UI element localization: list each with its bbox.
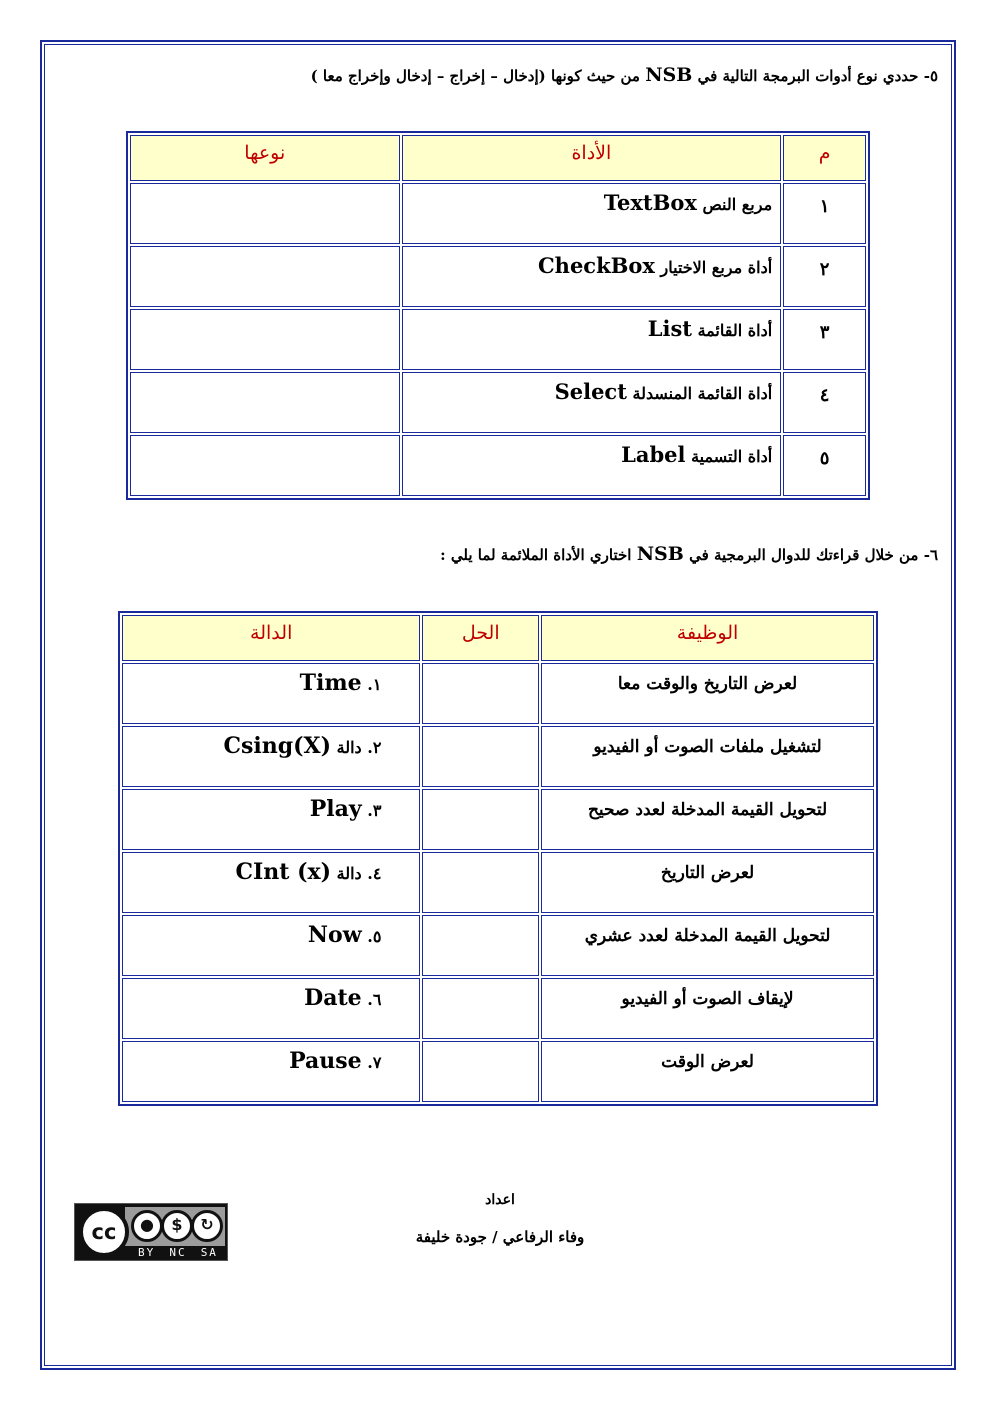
- functions-table-row: [122, 726, 874, 787]
- row-number: ٤: [783, 372, 866, 433]
- header-tool: الأداة: [402, 135, 782, 181]
- job-description: لإيقاف الصوت أو الفيديو: [541, 978, 874, 1039]
- function-name: CInt (x): [235, 859, 332, 885]
- tool-cell: [402, 309, 782, 370]
- tool-type-answer[interactable]: [130, 435, 400, 496]
- solution-answer[interactable]: [422, 1041, 539, 1102]
- row-number: ١: [783, 183, 866, 244]
- tool-arabic-name: مربع النص: [702, 195, 773, 214]
- header-type: نوعها: [130, 135, 400, 181]
- tool-english-name: List: [647, 316, 693, 341]
- question-6-nsb: NSB: [636, 543, 684, 565]
- function-index: ١.: [367, 675, 382, 694]
- cc-by-label: BY: [138, 1246, 156, 1259]
- job-description: لتحويل القيمة المدخلة لعدد عشري: [541, 915, 874, 976]
- tool-arabic-name: أداة التسمية: [691, 447, 773, 466]
- tools-table-row: [130, 372, 866, 433]
- tool-english-name: TextBox: [603, 190, 697, 215]
- function-cell: [122, 978, 420, 1039]
- prepared-label: اعداد: [485, 1192, 515, 1208]
- cc-sa-label: SA: [200, 1246, 218, 1259]
- function-prefix: دالة: [336, 738, 362, 757]
- function-cell: [122, 789, 420, 850]
- row-number: ٥: [783, 435, 866, 496]
- functions-table-row: [122, 663, 874, 724]
- tool-english-name: Select: [554, 379, 627, 404]
- share-alike-icon: ↻: [191, 1210, 223, 1242]
- function-index: ٧.: [367, 1053, 382, 1072]
- tool-cell: [402, 183, 782, 244]
- solution-answer[interactable]: [422, 852, 539, 913]
- function-name: Date: [304, 985, 362, 1011]
- solution-answer[interactable]: [422, 789, 539, 850]
- tool-arabic-name: أداة القائمة: [697, 321, 773, 340]
- solution-answer[interactable]: [422, 978, 539, 1039]
- functions-table-row: [122, 852, 874, 913]
- function-name: Now: [307, 922, 362, 948]
- question-5-text-after: من حيث كونها (إدخال – إخراج – إدخال وإخراج معا ): [310, 67, 640, 85]
- tool-type-answer[interactable]: [130, 309, 400, 370]
- question-6-number: ٦-: [923, 546, 938, 564]
- row-number: ٢: [783, 246, 866, 307]
- tool-arabic-name: أداة القائمة المنسدلة: [632, 384, 773, 403]
- tool-cell: [402, 372, 782, 433]
- question-6: [440, 543, 938, 565]
- row-number: ٣: [783, 309, 866, 370]
- question-6-text-after: اختاري الأداة الملائمة لما يلي :: [440, 546, 632, 564]
- cc-labels: [131, 1246, 225, 1259]
- function-name: Csing(X): [223, 733, 332, 759]
- tool-arabic-name: أداة مربع الاختيار: [660, 258, 773, 277]
- functions-table-row: [122, 915, 874, 976]
- header-num: م: [783, 135, 866, 181]
- tool-cell: [402, 435, 782, 496]
- tools-table: [126, 131, 870, 500]
- functions-table-header: [122, 615, 874, 661]
- job-description: لتحويل القيمة المدخلة لعدد صحيح: [541, 789, 874, 850]
- function-cell: [122, 915, 420, 976]
- tool-cell: [402, 246, 782, 307]
- functions-table-row: [122, 1041, 874, 1102]
- function-index: ٤.: [367, 864, 382, 883]
- function-name: Pause: [289, 1048, 362, 1074]
- question-5: [311, 64, 938, 86]
- tools-table-row: [130, 183, 866, 244]
- question-5-number: ٥-: [923, 67, 938, 85]
- job-description: لتشغيل ملفات الصوت أو الفيديو: [541, 726, 874, 787]
- header-answer: الحل: [422, 615, 539, 661]
- tool-english-name: Label: [621, 442, 686, 467]
- person-icon: ●: [131, 1210, 163, 1242]
- cc-nc-label: NC: [169, 1246, 187, 1259]
- job-description: لعرض التاريخ: [541, 852, 874, 913]
- tools-table-header: [130, 135, 866, 181]
- tools-table-row: [130, 246, 866, 307]
- functions-table-row: [122, 789, 874, 850]
- cc-logo-icon: cc: [79, 1207, 129, 1257]
- function-index: ٥.: [367, 927, 382, 946]
- cc-license-badge: [74, 1203, 228, 1261]
- tool-english-name: CheckBox: [537, 253, 655, 278]
- question-5-nsb: NSB: [645, 64, 693, 86]
- function-index: ٦.: [367, 990, 382, 1009]
- solution-answer[interactable]: [422, 663, 539, 724]
- function-cell: [122, 663, 420, 724]
- job-description: لعرض التاريخ والوقت معا: [541, 663, 874, 724]
- tool-type-answer[interactable]: [130, 372, 400, 433]
- function-cell: [122, 852, 420, 913]
- tool-type-answer[interactable]: [130, 246, 400, 307]
- functions-table: [118, 611, 878, 1106]
- question-5-text-before: حددي نوع أدوات البرمجة التالية في: [697, 67, 919, 85]
- header-job: الوظيفة: [541, 615, 874, 661]
- tools-table-row: [130, 435, 866, 496]
- tool-type-answer[interactable]: [130, 183, 400, 244]
- function-cell: [122, 1041, 420, 1102]
- job-description: لعرض الوقت: [541, 1041, 874, 1102]
- solution-answer[interactable]: [422, 915, 539, 976]
- function-index: ٣.: [367, 801, 382, 820]
- function-cell: [122, 726, 420, 787]
- function-prefix: دالة: [336, 864, 362, 883]
- tools-table-row: [130, 309, 866, 370]
- functions-table-row: [122, 978, 874, 1039]
- function-name: Time: [299, 670, 362, 696]
- function-name: Play: [309, 796, 362, 822]
- function-index: ٢.: [367, 738, 382, 757]
- header-function: الدالة: [122, 615, 420, 661]
- authors: وفاء الرفاعي / جودة خليفة: [415, 1228, 585, 1246]
- question-6-text-before: من خلال قراءتك للدوال البرمجية في: [689, 546, 919, 564]
- no-dollar-icon: $: [161, 1210, 193, 1242]
- solution-answer[interactable]: [422, 726, 539, 787]
